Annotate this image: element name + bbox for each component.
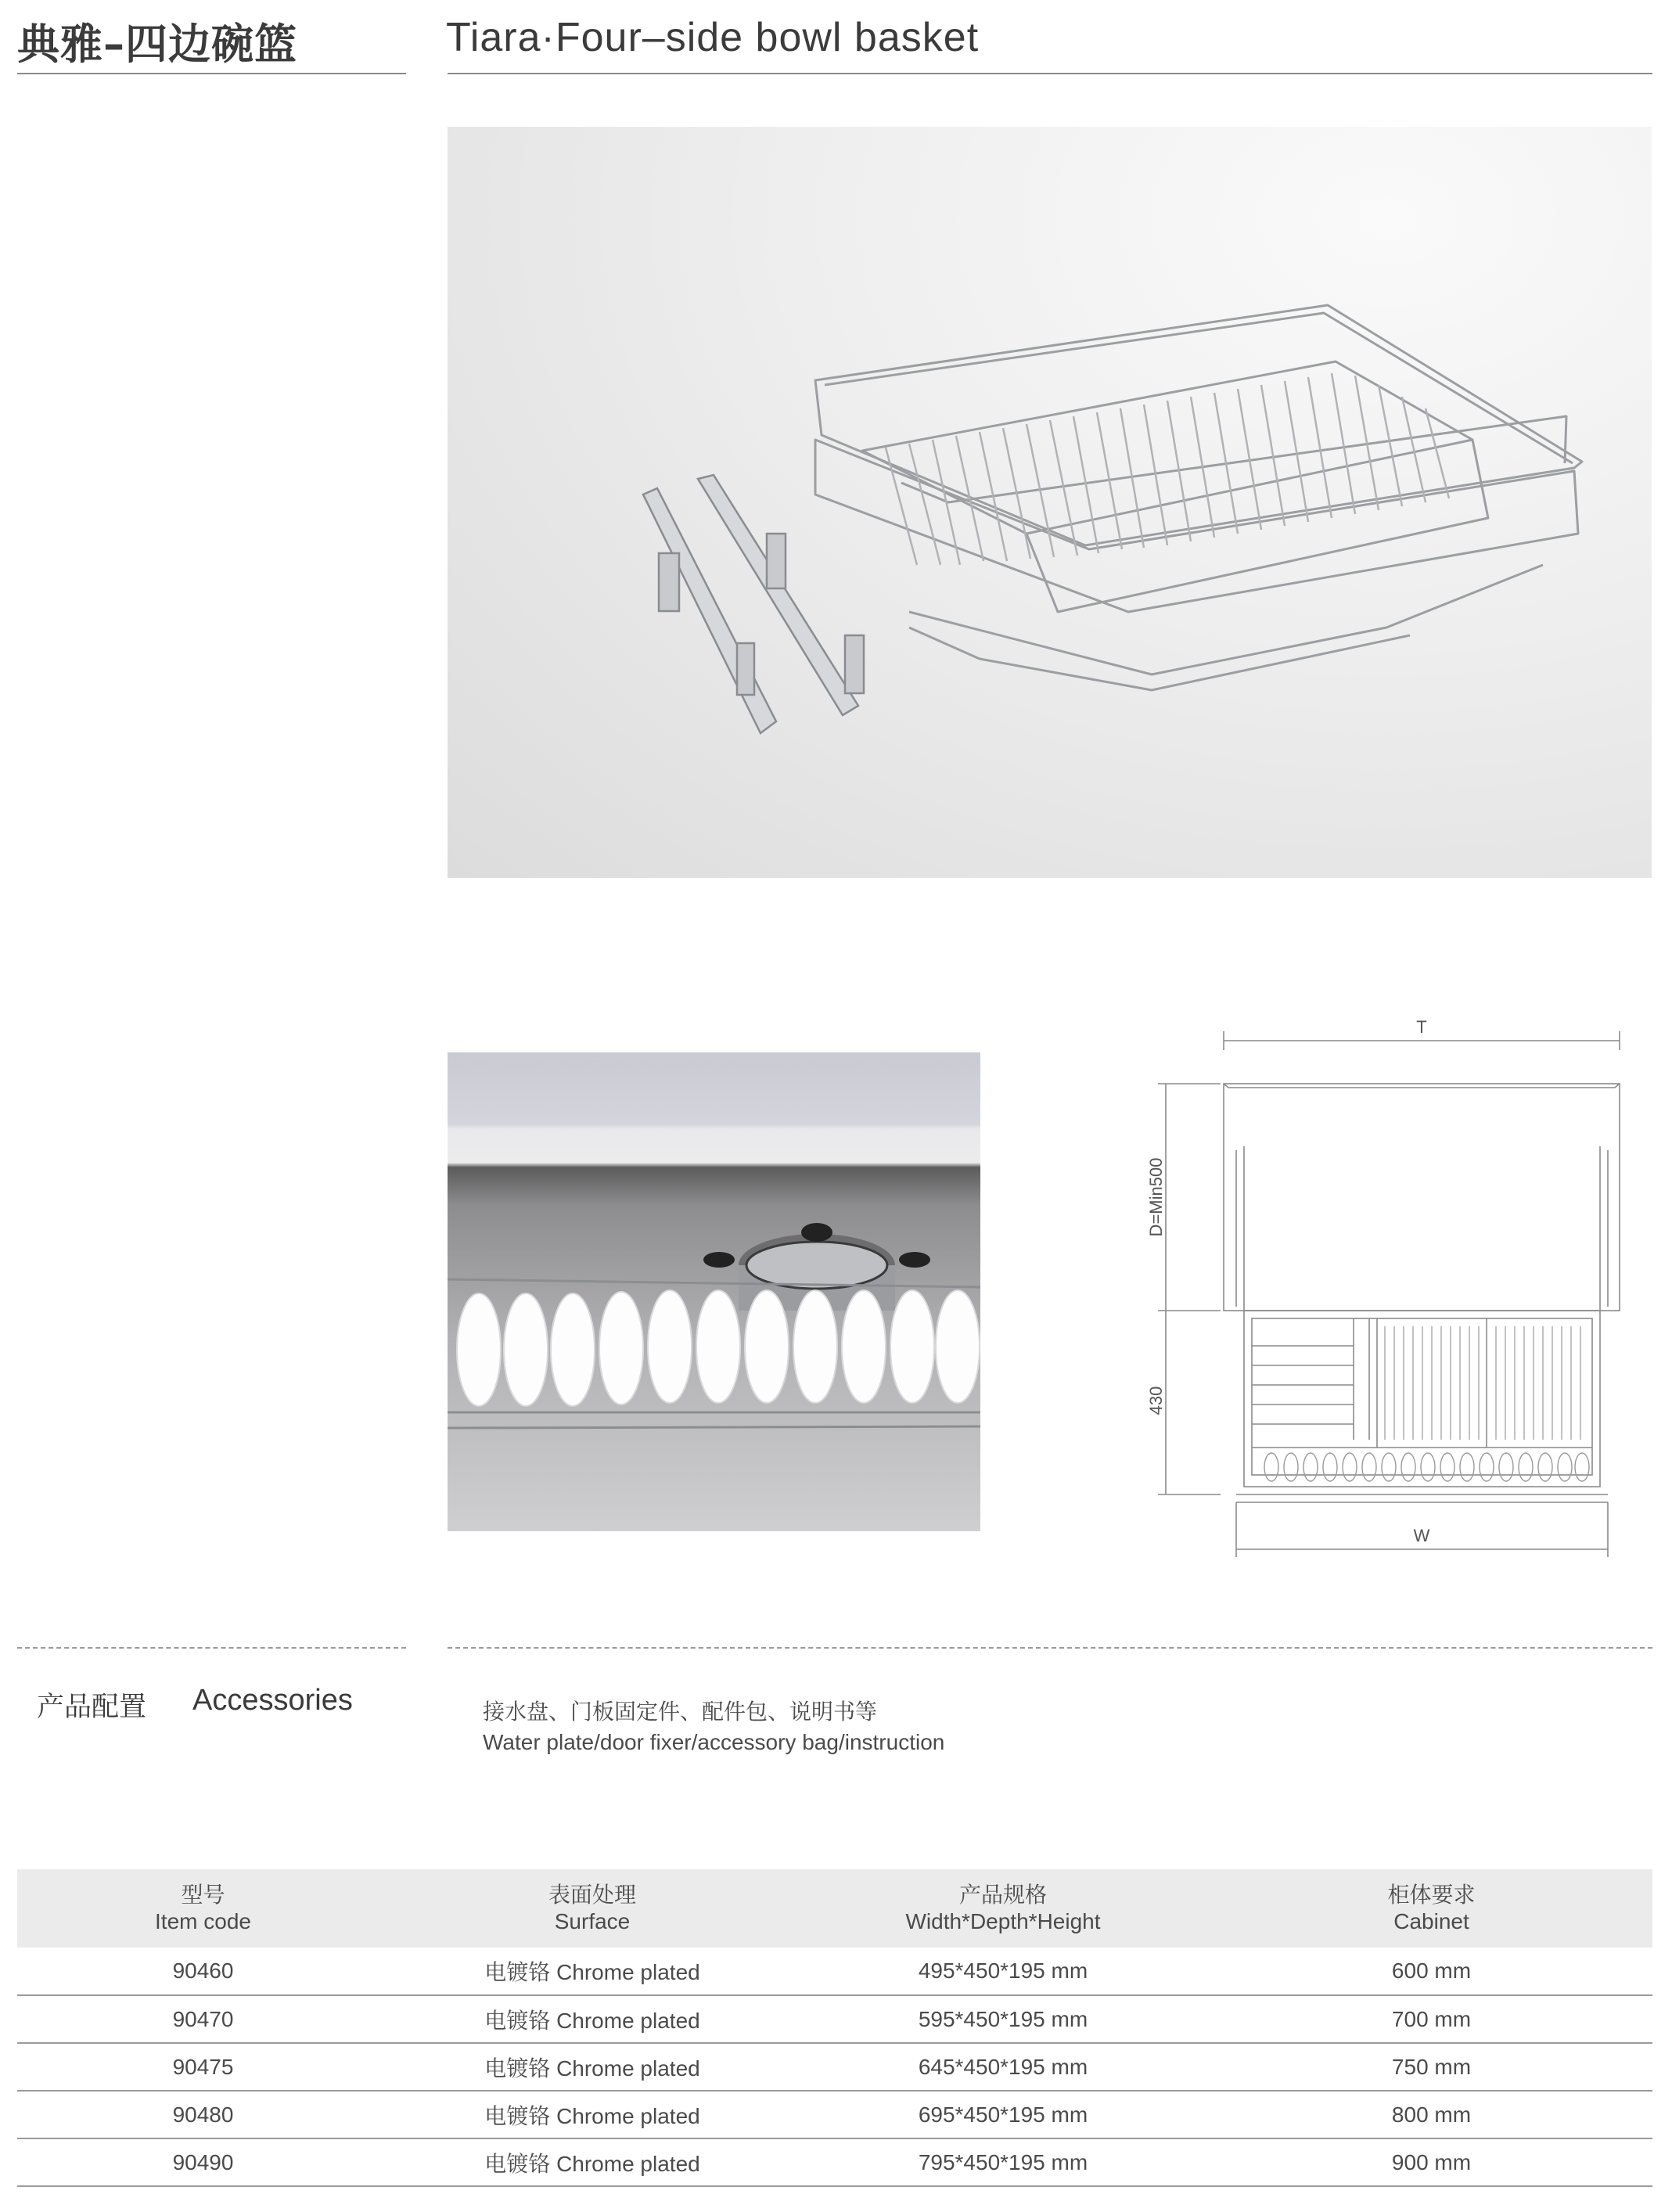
cell-surface: 电镀铬 Chrome plated [389,2138,796,2186]
separator-right [448,1647,1652,1649]
cell-dimensions: 495*450*195 mm [796,1948,1210,1995]
header-surface: 表面处理 Surface [389,1869,796,1948]
cabinet-outline [1224,1084,1620,1311]
cell-item-code: 90475 [17,2043,389,2091]
table-row [17,1995,1652,2043]
cell-dimensions: 595*450*195 mm [796,1995,1210,2043]
cell-surface: 电镀铬 Chrome plated [389,2043,796,2091]
page-title-cn: 典雅–四边碗篮 [17,20,297,69]
header-item-code: 型号 Item code [17,1869,389,1948]
title-underline-left [17,73,406,74]
dim-label-d: D=Min500 [1146,1157,1166,1237]
cell-cabinet: 900 mm [1210,2138,1652,2186]
page-title-en: Tiara·Four–side bowl basket [446,15,980,60]
cell-cabinet: 600 mm [1210,1948,1652,1995]
header-cabinet: 柜体要求 Cabinet [1210,1869,1652,1948]
cell-cabinet: 750 mm [1210,2043,1652,2091]
cell-cabinet: 800 mm [1210,2091,1652,2138]
dim-label-height: 430 [1146,1386,1166,1415]
basket-and-slides-illustration [448,127,1652,878]
dim-label-w: W [1413,1526,1430,1545]
accessories-text-cn: 接水盘、门板固定件、配件包、说明书等 [483,1699,878,1725]
dim-label-t: T [1416,1017,1427,1037]
cell-item-code: 90470 [17,1995,389,2043]
cell-dimensions: 645*450*195 mm [796,2043,1210,2091]
cell-surface: 电镀铬 Chrome plated [389,1948,796,1995]
cell-item-code: 90480 [17,2091,389,2138]
table-row [17,2091,1652,2138]
cell-dimensions: 695*450*195 mm [796,2091,1210,2138]
table-row [17,1948,1652,1995]
cell-surface: 电镀铬 Chrome plated [389,2091,796,2138]
separator-left [17,1647,406,1649]
table-row [17,2043,1652,2091]
accessories-label-en: Accessories [192,1684,353,1717]
accessories-label-cn: 产品配置 [37,1692,147,1723]
cell-dimensions: 795*450*195 mm [796,2138,1210,2186]
spec-table [17,1869,1652,2187]
dimension-drawing [1134,1009,1651,1557]
product-photo [448,127,1652,878]
cell-cabinet: 700 mm [1210,1995,1652,2043]
cell-item-code: 90490 [17,2138,389,2186]
title-underline-right [448,73,1652,74]
spec-table-header [17,1869,1652,1948]
header-dimensions: 产品规格 Width*Depth*Height [796,1869,1210,1948]
cell-item-code: 90460 [17,1948,389,1995]
accessories-text-en: Water plate/door fixer/accessory bag/instruction [483,1730,945,1754]
installed-basket-illustration [448,1052,980,1531]
table-row [17,2138,1652,2186]
dimension-diagram [1134,1009,1651,1557]
installed-basket-photo [448,1052,980,1531]
cell-surface: 电镀铬 Chrome plated [389,1995,796,2043]
